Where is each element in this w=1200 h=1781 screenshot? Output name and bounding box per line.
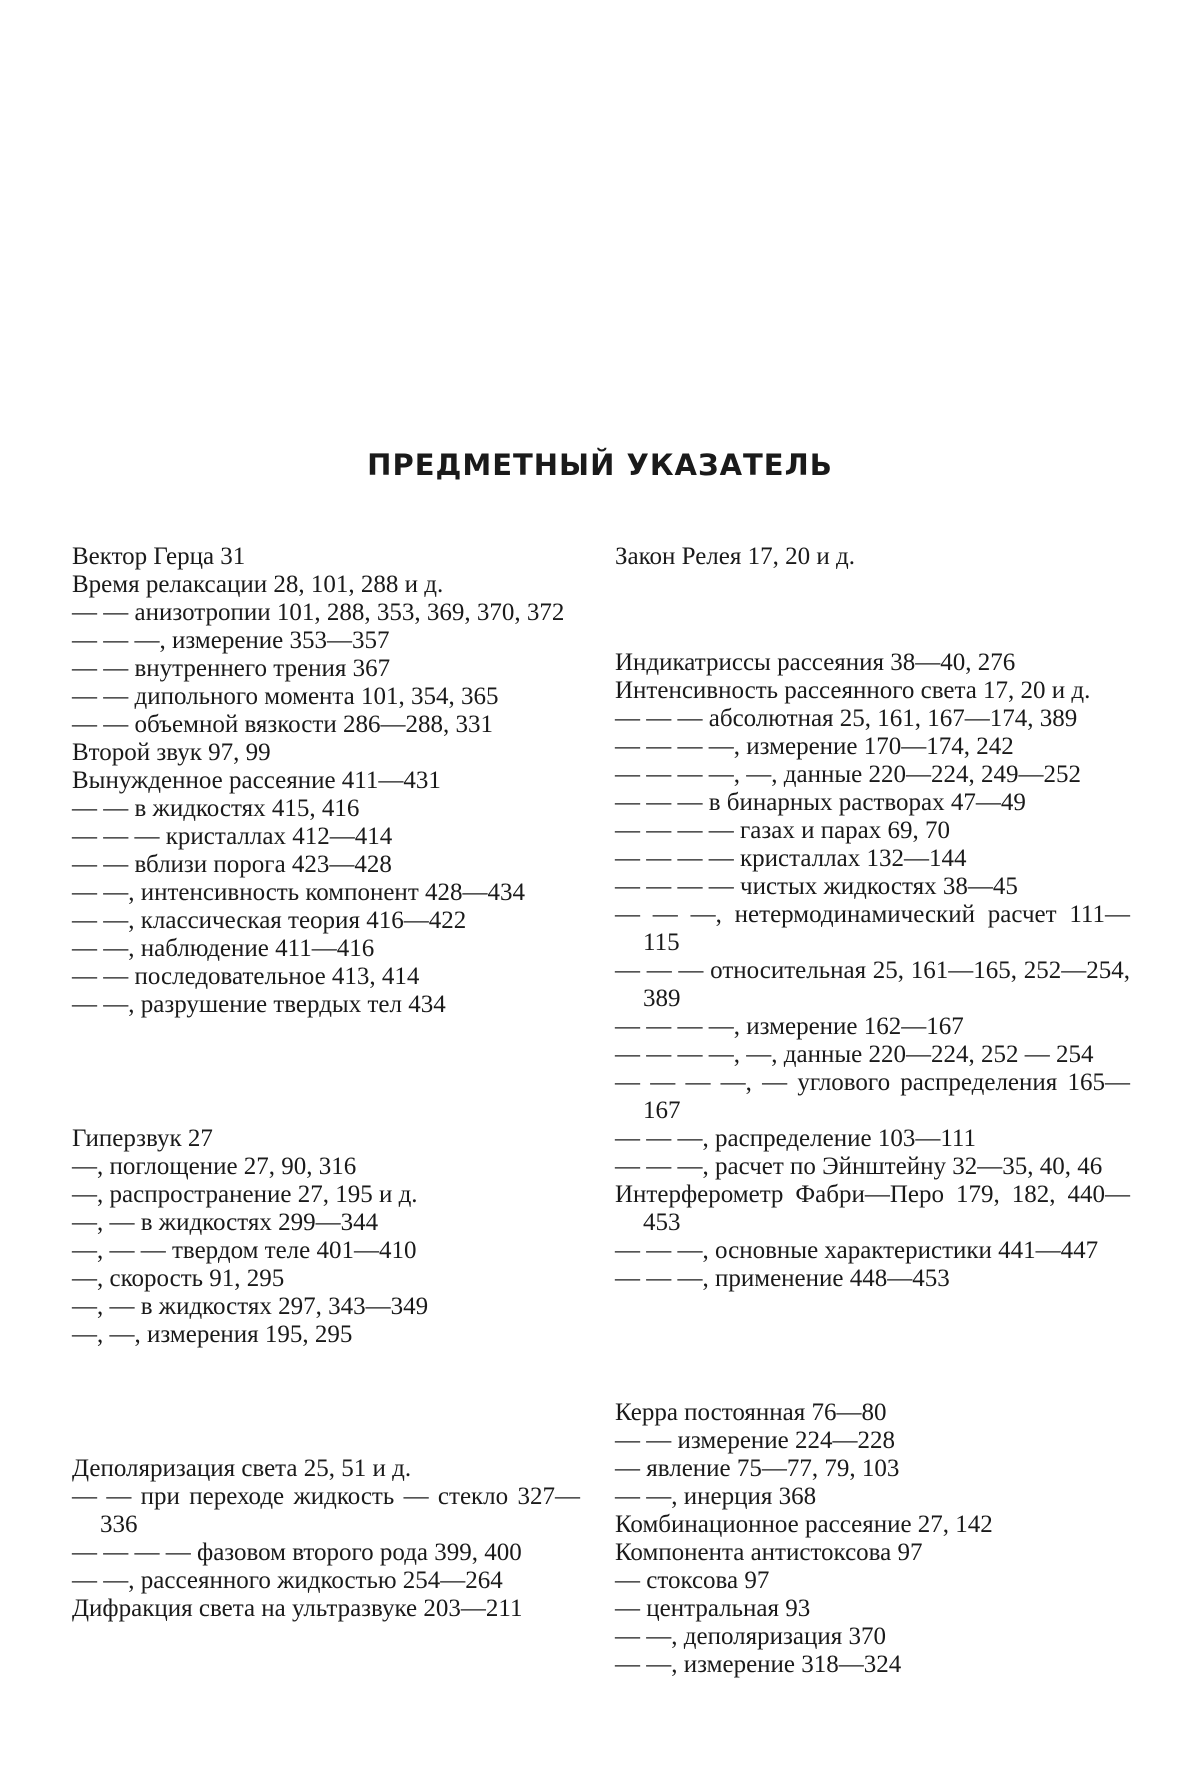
index-subentry: —, — — твердом теле 401—410 — [72, 1237, 580, 1265]
index-entry: Керра постоянная 76—80 — [615, 1399, 1130, 1427]
index-subentry: —, — в жидкостях 299—344 — [72, 1209, 580, 1237]
index-subentry: —, скорость 91, 295 — [72, 1265, 580, 1293]
index-subentry: —, — в жидкостях 297, 343—349 — [72, 1293, 580, 1321]
index-subentry: — — вблизи порога 423—428 — [72, 851, 580, 879]
index-subentry: — — дипольного момента 101, 354, 365 — [72, 683, 580, 711]
index-entry: Дифракция света на ультразвуке 203—211 — [72, 1595, 580, 1623]
index-subentry: — — —, нетермодинамический расчет 111—115 — [615, 901, 1130, 957]
index-entry: Время релаксации 28, 101, 288 и д. — [72, 571, 580, 599]
index-entry: Закон Релея 17, 20 и д. — [615, 543, 1130, 571]
index-entry: Интерферометр Фабри—Перо 179, 182, 440—453 — [615, 1181, 1130, 1237]
index-subentry: — — — — фазовом второго рода 399, 400 — [72, 1539, 580, 1567]
index-subentry: —, поглощение 27, 90, 316 — [72, 1153, 580, 1181]
index-subentry: — — —, распределение 103—111 — [615, 1125, 1130, 1153]
index-subentry: — — — —, —, данные 220—224, 252 — 254 — [615, 1041, 1130, 1069]
index-entry: Индикатриссы рассеяния 38—40, 276 — [615, 649, 1130, 677]
index-subentry: — — при переходе жидкость — стекло 327—336 — [72, 1483, 580, 1539]
index-subentry: — —, инерция 368 — [615, 1483, 1130, 1511]
index-subentry: — — объемной вязкости 286—288, 331 — [72, 711, 580, 739]
index-subentry: — — — абсолютная 25, 161, 167—174, 389 — [615, 705, 1130, 733]
column-gap — [72, 1044, 580, 1100]
page-title: ПРЕДМЕТНЫЙ УКАЗАТЕЛЬ — [0, 448, 1200, 482]
index-subentry: — — измерение 224—228 — [615, 1427, 1130, 1455]
index-subentry: — — анизотропии 101, 288, 353, 369, 370, 372 — [72, 599, 580, 627]
index-subentry: — —, деполяризация 370 — [615, 1623, 1130, 1651]
index-subentry: — —, рассеянного жидкостью 254—264 — [72, 1567, 580, 1595]
index-subentry: — —, интенсивность компонент 428—434 — [72, 879, 580, 907]
index-subentry: —, распространение 27, 195 и д. — [72, 1181, 580, 1209]
index-entry: Интенсивность рассеянного света 17, 20 и д. — [615, 677, 1130, 705]
index-subentry: — — —, применение 448—453 — [615, 1265, 1130, 1293]
index-entry: Гиперзвук 27 — [72, 1125, 580, 1153]
index-subentry: — — — — газах и парах 69, 70 — [615, 817, 1130, 845]
index-subentry: — — — кристаллах 412—414 — [72, 823, 580, 851]
index-subentry: — — — —, — углового распределения 165—167 — [615, 1069, 1130, 1125]
index-entry: Комбинационное рассеяние 27, 142 — [615, 1511, 1130, 1539]
index-subentry: — — — — чистых жидкостях 38—45 — [615, 873, 1130, 901]
index-subentry: — явление 75—77, 79, 103 — [615, 1455, 1130, 1483]
index-subentry: — — —, расчет по Эйнштейну 32—35, 40, 46 — [615, 1153, 1130, 1181]
index-column-left — [72, 543, 580, 1623]
index-subentry: — — —, основные характеристики 441—447 — [615, 1237, 1130, 1265]
index-subentry: — —, классическая теория 416—422 — [72, 907, 580, 935]
index-subentry: — — в жидкостях 415, 416 — [72, 795, 580, 823]
index-entry: Второй звук 97, 99 — [72, 739, 580, 767]
index-subentry: — — внутреннего трения 367 — [72, 655, 580, 683]
index-subentry: — —, наблюдение 411—416 — [72, 935, 580, 963]
column-gap — [72, 1374, 580, 1430]
index-entry: Вектор Герца 31 — [72, 543, 580, 571]
index-subentry: — — — в бинарных растворах 47—49 — [615, 789, 1130, 817]
index-subentry: —, —, измерения 195, 295 — [72, 1321, 580, 1349]
column-gap — [615, 1318, 1130, 1374]
index-column-right — [615, 543, 1130, 1679]
index-entry: Деполяризация света 25, 51 и д. — [72, 1455, 580, 1483]
index-subentry: — — —, измерение 353—357 — [72, 627, 580, 655]
index-subentry: — —, измерение 318—324 — [615, 1651, 1130, 1679]
index-entry: Компонента антистоксова 97 — [615, 1539, 1130, 1567]
index-subentry: — — — —, —, данные 220—224, 249—252 — [615, 761, 1130, 789]
index-subentry: — — — —, измерение 170—174, 242 — [615, 733, 1130, 761]
index-subentry: — — — — кристаллах 132—144 — [615, 845, 1130, 873]
index-subentry: — — — относительная 25, 161—165, 252—254, 389 — [615, 957, 1130, 1013]
index-subentry: — — — —, измерение 162—167 — [615, 1013, 1130, 1041]
index-subentry: — — последовательное 413, 414 — [72, 963, 580, 991]
index-subentry: — стоксова 97 — [615, 1567, 1130, 1595]
index-subentry: — центральная 93 — [615, 1595, 1130, 1623]
index-entry: Вынужденное рассеяние 411—431 — [72, 767, 580, 795]
index-subentry: — —, разрушение твердых тел 434 — [72, 991, 580, 1019]
column-gap — [615, 596, 1130, 624]
